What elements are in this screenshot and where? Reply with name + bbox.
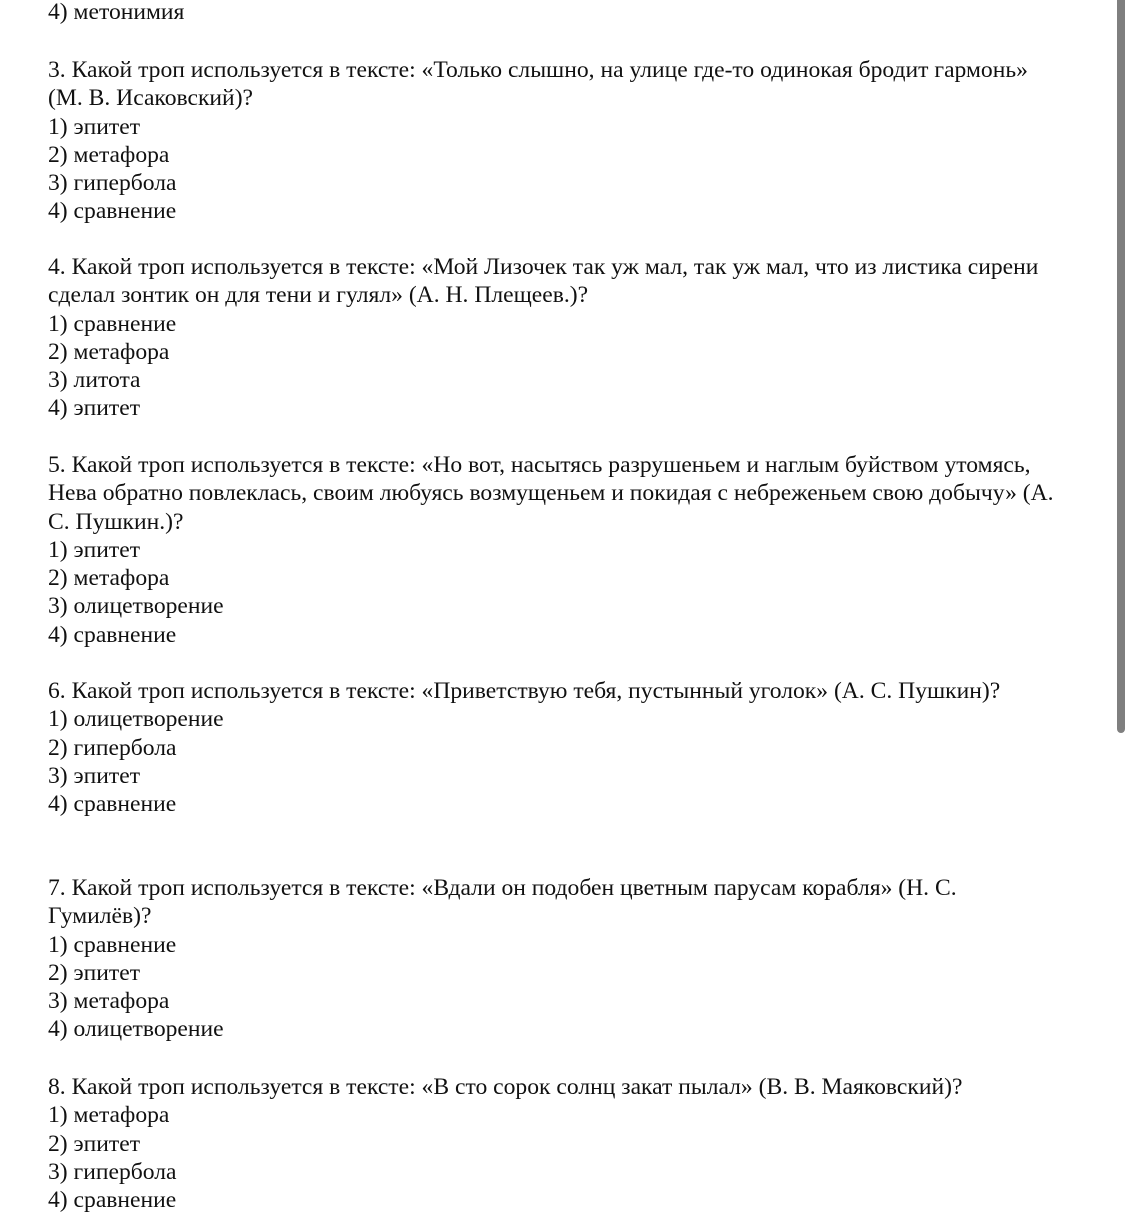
question-block	[48, 874, 957, 1044]
question-text: сделал зонтик он для тени и гулял» (А. Н. Плещеев.)?	[48, 282, 589, 309]
question-block	[48, 451, 1054, 649]
answer-option: 2) эпитет	[48, 959, 141, 986]
answer-option: 4) эпитет	[48, 395, 141, 422]
answer-option: 3) гипербола	[48, 1158, 177, 1185]
answer-option: 2) метафора	[48, 338, 170, 365]
question-text: С. Пушкин.)?	[48, 508, 184, 535]
answer-option: 3) гипербола	[48, 170, 177, 197]
vertical-scrollbar[interactable]	[1117, 0, 1125, 733]
answer-option: 3) метафора	[48, 988, 170, 1015]
question-text: 6. Какой троп используется в тексте: «Приветствую тебя, пустынный уголок» (А. С. Пушкин)?	[48, 678, 1001, 704]
answer-option: 1) сравнение	[48, 931, 177, 958]
question-text: (М. В. Исаковский)?	[48, 85, 254, 112]
question-text: Гумилёв)?	[48, 903, 152, 930]
answer-option: 1) метафора	[48, 1102, 170, 1129]
answer-option: 4) сравнение	[48, 791, 177, 818]
question-block	[48, 677, 1000, 818]
answer-option: 3) эпитет	[48, 762, 141, 789]
answer-option: 3) литота	[48, 367, 141, 394]
question-text: 8. Какой троп используется в тексте: «В сто сорок солнц закат пылал» (В. В. Маяковский)?	[48, 1074, 963, 1100]
answer-option: 4) сравнение	[48, 621, 177, 648]
question-text: 7. Какой троп используется в тексте: «Вдали он подобен цветным парусам корабля» (Н. С.	[48, 875, 957, 901]
answer-option: 4) сравнение	[48, 198, 177, 225]
answer-option: 4) сравнение	[48, 1187, 177, 1214]
answer-option: 3) олицетворение	[48, 593, 224, 620]
answer-option: 1) эпитет	[48, 536, 141, 563]
question-block	[48, 253, 1038, 423]
answer-option: 1) сравнение	[48, 310, 177, 337]
question-text: 4. Какой троп используется в тексте: «Мой Лизочек так уж мал, так уж мал, что из листика сирени	[48, 254, 1039, 280]
answer-option: 4) олицетворение	[48, 1016, 224, 1043]
question-block	[48, 56, 1028, 226]
question-text: 3. Какой троп используется в тексте: «Только слышно, на улице где-то одинокая бродит гармонь»	[48, 57, 1028, 83]
answer-option: 4) метонимия	[48, 0, 185, 25]
answer-option: 1) олицетворение	[48, 706, 224, 733]
question-block	[48, 1073, 962, 1214]
answer-option: 2) метафора	[48, 565, 170, 592]
previous-question-tail	[48, 0, 184, 26]
answer-option: 2) эпитет	[48, 1130, 141, 1157]
question-text: Нева обратно повлеклась, своим любуясь возмущеньем и покидая с небреженьем свою добычу» (А.	[48, 480, 1054, 507]
answer-option: 2) метафора	[48, 141, 170, 168]
question-text: 5. Какой троп используется в тексте: «Но вот, насытясь разрушеньем и наглым буйством утомясь,	[48, 452, 1031, 478]
answer-option: 1) эпитет	[48, 113, 141, 140]
answer-option: 2) гипербола	[48, 734, 177, 761]
